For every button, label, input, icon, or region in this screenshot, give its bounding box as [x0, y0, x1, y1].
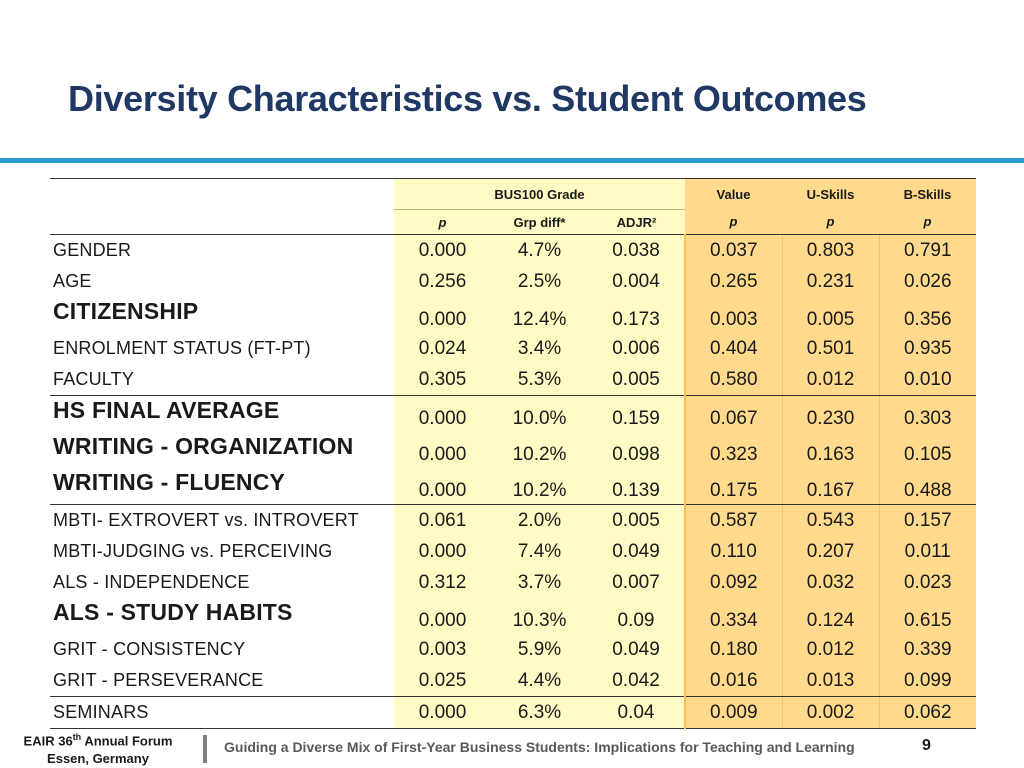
footer-event-name: EAIR 36th Annual Forum — [23, 732, 173, 749]
cell-bskills: 0.303 — [879, 396, 976, 433]
cell-adjr: 0.173 — [588, 297, 685, 333]
row-label: CITIZENSHIP — [53, 298, 199, 324]
cell-uskills: 0.231 — [782, 266, 879, 297]
cell-grp: 4.7% — [491, 235, 588, 267]
cell-p: 0.061 — [394, 505, 491, 537]
cell-uskills: 0.012 — [782, 634, 879, 665]
cell-adjr: 0.007 — [588, 567, 685, 598]
cell-value: 0.037 — [685, 235, 782, 267]
cell-adjr: 0.159 — [588, 396, 685, 433]
header-value: Value — [685, 179, 782, 210]
table-sub-header-row — [50, 210, 976, 235]
subheader-p: p — [394, 210, 491, 235]
cell-uskills: 0.005 — [782, 297, 879, 333]
table-group-header-row — [50, 179, 976, 210]
cell-adjr: 0.09 — [588, 598, 685, 634]
results-table — [50, 178, 976, 729]
cell-grp: 7.4% — [491, 536, 588, 567]
cell-value: 0.334 — [685, 598, 782, 634]
cell-bskills: 0.105 — [879, 432, 976, 468]
cell-bskills: 0.062 — [879, 697, 976, 729]
cell-value: 0.180 — [685, 634, 782, 665]
cell-adjr: 0.006 — [588, 333, 685, 364]
row-label: ALS - STUDY HABITS — [53, 599, 293, 625]
cell-uskills: 0.032 — [782, 567, 879, 598]
cell-bskills: 0.099 — [879, 665, 976, 697]
cell-value: 0.110 — [685, 536, 782, 567]
cell-p: 0.312 — [394, 567, 491, 598]
cell-p: 0.000 — [394, 598, 491, 634]
cell-uskills: 0.124 — [782, 598, 879, 634]
cell-adjr: 0.042 — [588, 665, 685, 697]
cell-uskills: 0.013 — [782, 665, 879, 697]
cell-uskills: 0.501 — [782, 333, 879, 364]
cell-value: 0.265 — [685, 266, 782, 297]
page-number: 9 — [922, 737, 931, 754]
table-row — [50, 297, 976, 333]
cell-grp: 10.0% — [491, 396, 588, 433]
row-label: GRIT - CONSISTENCY — [53, 639, 246, 659]
cell-bskills: 0.010 — [879, 364, 976, 396]
cell-grp: 3.7% — [491, 567, 588, 598]
cell-bskills: 0.935 — [879, 333, 976, 364]
cell-value: 0.404 — [685, 333, 782, 364]
cell-value: 0.009 — [685, 697, 782, 729]
cell-uskills: 0.002 — [782, 697, 879, 729]
cell-grp: 2.0% — [491, 505, 588, 537]
cell-adjr: 0.04 — [588, 697, 685, 729]
cell-grp: 2.5% — [491, 266, 588, 297]
footer-location: Essen, Germany — [47, 751, 149, 767]
cell-bskills: 0.488 — [879, 468, 976, 505]
row-label: SEMINARS — [50, 697, 394, 729]
cell-p: 0.000 — [394, 468, 491, 505]
cell-bskills: 0.339 — [879, 634, 976, 665]
cell-value: 0.016 — [685, 665, 782, 697]
cell-adjr: 0.005 — [588, 364, 685, 396]
footer-divider — [203, 735, 207, 763]
cell-bskills: 0.023 — [879, 567, 976, 598]
table-row — [50, 665, 976, 697]
cell-bskills: 0.026 — [879, 266, 976, 297]
cell-grp: 10.3% — [491, 598, 588, 634]
header-blank — [50, 179, 394, 210]
cell-p: 0.024 — [394, 333, 491, 364]
table-row — [50, 697, 976, 729]
cell-p: 0.003 — [394, 634, 491, 665]
cell-adjr: 0.098 — [588, 432, 685, 468]
cell-grp: 10.2% — [491, 432, 588, 468]
cell-p: 0.000 — [394, 697, 491, 729]
header-uskills: U-Skills — [782, 179, 879, 210]
slide-title: Diversity Characteristics vs. Student Outcomes — [68, 78, 867, 119]
cell-p: 0.000 — [394, 432, 491, 468]
cell-uskills: 0.543 — [782, 505, 879, 537]
cell-grp: 3.4% — [491, 333, 588, 364]
cell-grp: 5.9% — [491, 634, 588, 665]
footer-subtitle: Guiding a Diverse Mix of First-Year Business Students: Implications for Teaching and Learning — [224, 739, 855, 755]
cell-bskills: 0.615 — [879, 598, 976, 634]
cell-bskills: 0.356 — [879, 297, 976, 333]
cell-uskills: 0.207 — [782, 536, 879, 567]
row-label: WRITING - FLUENCY — [50, 468, 394, 505]
subheader-value-p: p — [685, 210, 782, 235]
table-row — [50, 634, 976, 665]
cell-grp: 5.3% — [491, 364, 588, 396]
cell-adjr: 0.005 — [588, 505, 685, 537]
table-row — [50, 536, 976, 567]
cell-adjr: 0.004 — [588, 266, 685, 297]
table-row — [50, 567, 976, 598]
table-row — [50, 333, 976, 364]
cell-p: 0.025 — [394, 665, 491, 697]
subheader-blank — [50, 210, 394, 235]
subheader-grp-diff: Grp diff* — [491, 210, 588, 235]
row-label: ENROLMENT STATUS (FT-PT) — [53, 338, 311, 358]
cell-value: 0.587 — [685, 505, 782, 537]
row-label: GRIT - PERSEVERANCE — [50, 665, 394, 697]
cell-p: 0.000 — [394, 297, 491, 333]
cell-p: 0.000 — [394, 235, 491, 267]
cell-bskills: 0.011 — [879, 536, 976, 567]
cell-p: 0.000 — [394, 536, 491, 567]
table-row — [50, 396, 976, 433]
cell-p: 0.256 — [394, 266, 491, 297]
cell-grp: 4.4% — [491, 665, 588, 697]
cell-p: 0.305 — [394, 364, 491, 396]
title-divider — [0, 158, 1024, 163]
table-row — [50, 598, 976, 634]
table-row — [50, 468, 976, 505]
cell-p: 0.000 — [394, 396, 491, 433]
cell-bskills: 0.791 — [879, 235, 976, 267]
cell-uskills: 0.012 — [782, 364, 879, 396]
row-label: FACULTY — [50, 364, 394, 396]
subheader-uskills-p: p — [782, 210, 879, 235]
subheader-bskills-p: p — [879, 210, 976, 235]
cell-value: 0.003 — [685, 297, 782, 333]
cell-bskills: 0.157 — [879, 505, 976, 537]
row-label: GENDER — [53, 240, 132, 260]
cell-uskills: 0.163 — [782, 432, 879, 468]
subheader-adjr2: ADJR² — [588, 210, 685, 235]
cell-adjr: 0.038 — [588, 235, 685, 267]
cell-value: 0.067 — [685, 396, 782, 433]
row-label: ALS - INDEPENDENCE — [53, 572, 250, 592]
cell-grp: 12.4% — [491, 297, 588, 333]
table-row — [50, 505, 976, 537]
cell-adjr: 0.139 — [588, 468, 685, 505]
header-bus100: BUS100 Grade — [394, 179, 685, 210]
row-label: MBTI-JUDGING vs. PERCEIVING — [53, 541, 333, 561]
cell-uskills: 0.230 — [782, 396, 879, 433]
cell-adjr: 0.049 — [588, 536, 685, 567]
cell-uskills: 0.167 — [782, 468, 879, 505]
cell-value: 0.092 — [685, 567, 782, 598]
cell-value: 0.580 — [685, 364, 782, 396]
header-bskills: B-Skills — [879, 179, 976, 210]
cell-value: 0.323 — [685, 432, 782, 468]
row-label: WRITING - ORGANIZATION — [53, 433, 354, 459]
table-body — [50, 235, 976, 729]
cell-grp: 6.3% — [491, 697, 588, 729]
footer-event — [18, 728, 178, 768]
table-row — [50, 235, 976, 267]
row-label: HS FINAL AVERAGE — [53, 397, 280, 423]
cell-adjr: 0.049 — [588, 634, 685, 665]
cell-grp: 10.2% — [491, 468, 588, 505]
table-row — [50, 432, 976, 468]
cell-uskills: 0.803 — [782, 235, 879, 267]
cell-value: 0.175 — [685, 468, 782, 505]
table-row — [50, 266, 976, 297]
row-label: MBTI- EXTROVERT vs. INTROVERT — [53, 510, 359, 530]
table-row — [50, 364, 976, 396]
row-label: AGE — [53, 271, 92, 291]
